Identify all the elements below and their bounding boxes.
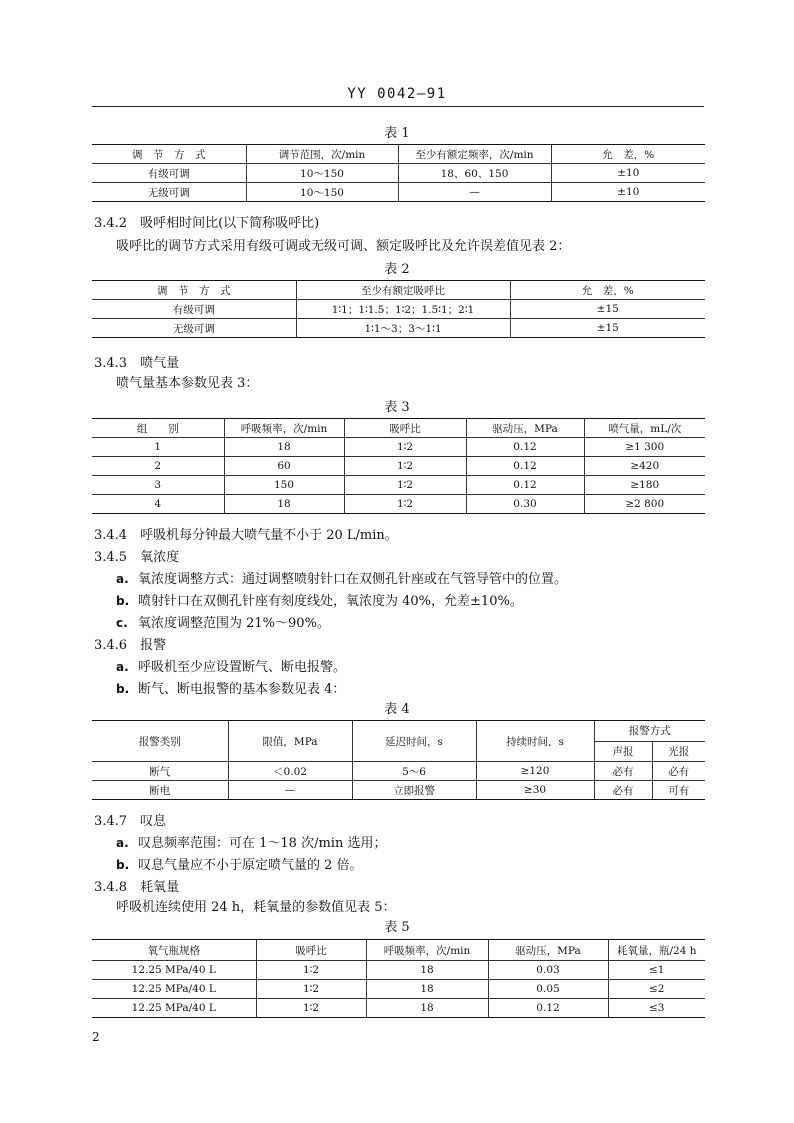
table4-header: 延迟时间，s	[352, 721, 476, 762]
table1-header-row	[92, 145, 705, 164]
list-item: b. 喷射针口在双侧孔针座有刻度线处，氧浓度为 40%，允差±10%。	[116, 594, 523, 609]
table-cell: ≥180	[584, 476, 705, 495]
table-cell: 18	[224, 495, 344, 514]
table-cell: —	[228, 781, 352, 800]
table-cell: 无级可调	[92, 183, 246, 202]
table2-caption: 表 2	[384, 262, 410, 277]
table5-header: 吸呼比	[256, 940, 366, 961]
table-cell: ±15	[510, 300, 705, 319]
table3-header-row	[92, 419, 705, 438]
section-3-4-4-heading: 3.4.4 呼吸机每分钟最大喷气量不小于 20 L/min。	[94, 528, 398, 543]
section-3-4-3-text: 喷气量基本参数见表 3：	[116, 376, 259, 391]
table-row	[92, 961, 705, 980]
table-row	[92, 319, 705, 338]
table-cell: 0.12	[466, 438, 584, 457]
table4-header: 报警方式	[594, 721, 705, 742]
table4-header: 报警类别	[92, 721, 228, 762]
table-cell: 无级可调	[92, 319, 296, 338]
table-cell: 0.12	[466, 457, 584, 476]
table-row	[92, 999, 705, 1018]
table-cell: 5～6	[352, 762, 476, 781]
table3-header: 驱动压，MPa	[466, 419, 584, 438]
list-item: a. 氧浓度调整方式：通过调整喷射针口在双侧孔针座或在气管导管中的位置。	[116, 572, 568, 587]
table-cell: ±10	[551, 164, 705, 183]
table-cell: 10～150	[246, 183, 398, 202]
section-3-4-7-heading: 3.4.7 叹息	[94, 814, 167, 829]
table-cell: 0.05	[488, 980, 608, 999]
table-cell: 1∶2	[256, 980, 366, 999]
table-cell: 0.12	[466, 476, 584, 495]
table-cell: ≥420	[584, 457, 705, 476]
section-3-4-6-heading: 3.4.6 报警	[94, 638, 167, 653]
table-cell: 有级可调	[92, 164, 246, 183]
table-cell: ≤2	[608, 980, 705, 999]
table2	[92, 280, 705, 338]
table-cell: 有级可调	[92, 300, 296, 319]
table3-header: 呼吸频率，次/min	[224, 419, 344, 438]
table-cell: ＜0.02	[228, 762, 352, 781]
table-cell: 1∶2	[256, 999, 366, 1018]
table-cell: 18	[366, 999, 488, 1018]
table2-header-row	[92, 281, 705, 300]
page-number: 2	[92, 1030, 100, 1044]
table2-header: 允 差，%	[510, 281, 705, 300]
table-cell: 必有	[652, 762, 705, 781]
table1-header: 调节范围，次/min	[246, 145, 398, 164]
table-cell: 必有	[594, 762, 652, 781]
section-3-4-5-heading: 3.4.5 氧浓度	[94, 550, 180, 565]
table-cell: 断气	[92, 762, 228, 781]
table-cell: 必有	[594, 781, 652, 800]
table3-header: 吸呼比	[344, 419, 466, 438]
table-cell: 0.03	[488, 961, 608, 980]
table-cell: ≥30	[476, 781, 594, 800]
table-cell: 10～150	[246, 164, 398, 183]
list-item: b. 断气、断电报警的基本参数见表 4：	[116, 682, 346, 697]
list-item: a. 叹息频率范围：可在 1～18 次/min 选用；	[116, 836, 387, 851]
table-cell: ≤1	[608, 961, 705, 980]
table-cell: —	[398, 183, 551, 202]
table5-header: 呼吸频率，次/min	[366, 940, 488, 961]
table3-caption: 表 3	[384, 400, 410, 415]
table-row	[92, 980, 705, 999]
table-row	[92, 300, 705, 319]
list-item: a. 呼吸机至少应设置断气、断电报警。	[116, 660, 347, 675]
table2-header: 至少有额定吸呼比	[296, 281, 510, 300]
table-cell: 3	[92, 476, 224, 495]
table-cell: 1∶2	[344, 495, 466, 514]
table1-header: 至少有额定频率，次/min	[398, 145, 551, 164]
table-cell: 可有	[652, 781, 705, 800]
table-row	[92, 183, 705, 202]
section-3-4-8-text: 呼吸机连续使用 24 h，耗氧量的参数值见表 5：	[116, 900, 396, 915]
table-cell: 18、60、150	[398, 164, 551, 183]
table-cell: 1∶2	[344, 438, 466, 457]
table5-caption: 表 5	[384, 920, 410, 935]
table-cell: 断电	[92, 781, 228, 800]
table1	[92, 144, 705, 202]
table4-subheader: 光报	[652, 741, 705, 762]
table4-header: 持续时间，s	[476, 721, 594, 762]
table-row	[92, 164, 705, 183]
table-row	[92, 781, 705, 800]
table-cell: ≥120	[476, 762, 594, 781]
table-cell: 立即报警	[352, 781, 476, 800]
table4-header-row	[92, 721, 705, 742]
table-cell: 1∶2	[256, 961, 366, 980]
table5-header: 氧气瓶规格	[92, 940, 256, 961]
table-cell: 60	[224, 457, 344, 476]
header-rule	[92, 106, 704, 107]
table3	[92, 418, 705, 514]
table-row	[92, 457, 705, 476]
table3-header: 组 别	[92, 419, 224, 438]
table-cell: 2	[92, 457, 224, 476]
table3-header: 喷气量，mL/次	[584, 419, 705, 438]
table-row	[92, 762, 705, 781]
table-row	[92, 476, 705, 495]
table-cell: 150	[224, 476, 344, 495]
table5-header-row	[92, 940, 705, 961]
table-cell: 1∶2	[344, 476, 466, 495]
list-item: b. 叹息气量应不小于原定喷气量的 2 倍。	[116, 858, 363, 873]
table1-caption: 表 1	[384, 126, 410, 141]
table-cell: ±15	[510, 319, 705, 338]
table4	[92, 720, 705, 800]
table-cell: 1∶2	[344, 457, 466, 476]
table-cell: 12.25 MPa/40 L	[92, 999, 256, 1018]
table-cell: 1∶1～3；3～1∶1	[296, 319, 510, 338]
table1-header: 调 节 方 式	[92, 145, 246, 164]
list-item: c. 氧浓度调整范围为 21%～90%。	[116, 616, 330, 631]
table-cell: 18	[366, 961, 488, 980]
table-cell: 18	[366, 980, 488, 999]
table-cell: 1	[92, 438, 224, 457]
table-cell: ±10	[551, 183, 705, 202]
table-cell: ≤3	[608, 999, 705, 1018]
section-3-4-8-heading: 3.4.8 耗氧量	[94, 880, 180, 895]
table-cell: 12.25 MPa/40 L	[92, 980, 256, 999]
table5	[92, 939, 705, 1018]
section-3-4-2-heading: 3.4.2 吸呼相时间比(以下简称吸呼比)	[94, 216, 320, 231]
table-cell: 0.30	[466, 495, 584, 514]
table-cell: ≥1 300	[584, 438, 705, 457]
table5-header: 驱动压，MPa	[488, 940, 608, 961]
section-3-4-2-text: 吸呼比的调节方式采用有级可调或无级可调、额定吸呼比及允许误差值见表 2：	[116, 239, 571, 254]
table4-caption: 表 4	[384, 702, 410, 717]
table4-subheader: 声报	[594, 741, 652, 762]
table-row	[92, 495, 705, 514]
table-cell: 18	[224, 438, 344, 457]
table-cell: 12.25 MPa/40 L	[92, 961, 256, 980]
table4-header: 限值，MPa	[228, 721, 352, 762]
table5-header: 耗氧量，瓶/24 h	[608, 940, 705, 961]
section-3-4-3-heading: 3.4.3 喷气量	[94, 356, 180, 371]
standard-header: YY 0042—91	[347, 86, 447, 102]
table1-header: 允 差，%	[551, 145, 705, 164]
table-cell: ≥2 800	[584, 495, 705, 514]
table-cell: 4	[92, 495, 224, 514]
table2-header: 调 节 方 式	[92, 281, 296, 300]
table-row	[92, 438, 705, 457]
table-cell: 1∶1；1∶1.5；1∶2；1.5∶1；2∶1	[296, 300, 510, 319]
table-cell: 0.12	[488, 999, 608, 1018]
